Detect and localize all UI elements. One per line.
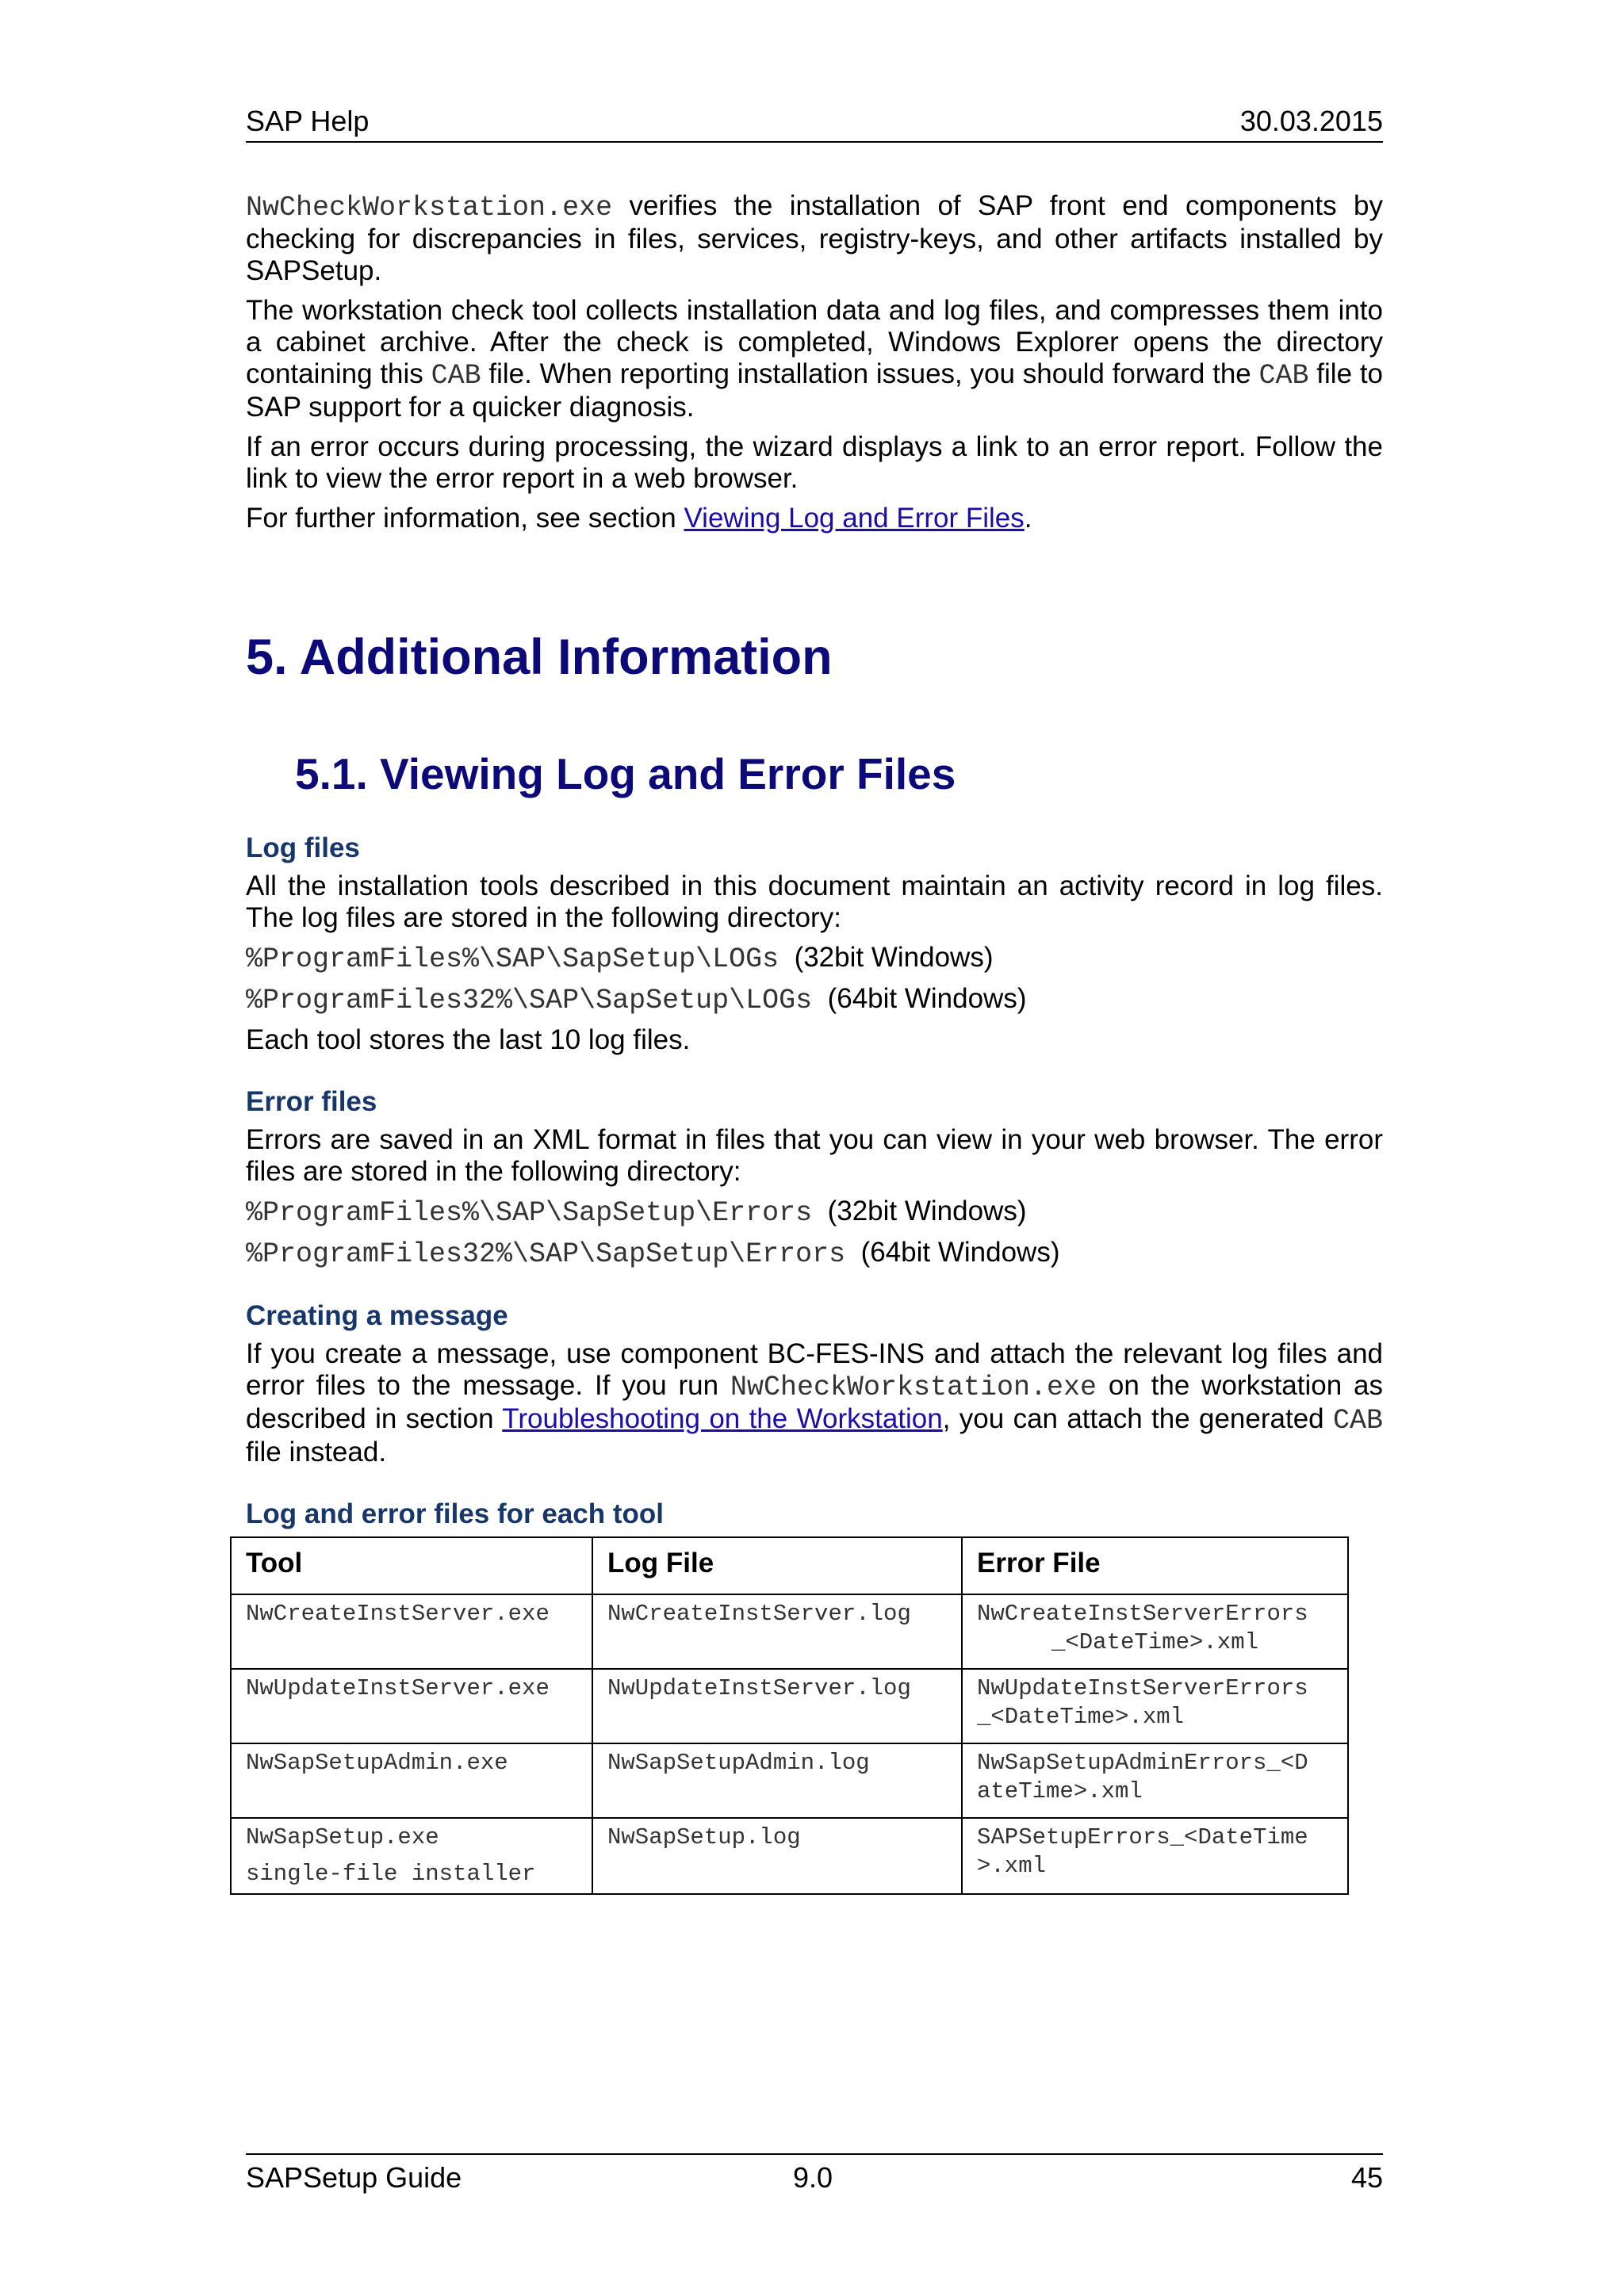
cell-error: [962, 1669, 1348, 1743]
link-troubleshooting[interactable]: Troubleshooting on the Workstation: [502, 1403, 943, 1434]
link-viewing-log-files[interactable]: Viewing Log and Error Files: [684, 503, 1025, 534]
cell-text: NwSapSetupAdmin.exe: [246, 1750, 508, 1776]
path-code: %ProgramFiles32%\SAP\SapSetup\Errors: [246, 1238, 846, 1270]
intro-paragraph-2: [246, 295, 1383, 423]
cell-text: NwUpdateInstServerErrors: [977, 1675, 1308, 1701]
intro-text: file. When reporting installation issues, you should forward the: [481, 358, 1259, 389]
cell-text: >.xml: [977, 1853, 1047, 1879]
log-path-64: [246, 983, 1383, 1016]
page-footer: [246, 2153, 1383, 2195]
cell-text: NwCreateInstServerErrors: [977, 1601, 1308, 1627]
footer-version: 9.0: [793, 2161, 833, 2194]
inline-code: NwCheckWorkstation.exe: [246, 192, 613, 224]
cell-tool: [231, 1818, 592, 1894]
table-row: [231, 1594, 1348, 1669]
path-code: %ProgramFiles32%\SAP\SapSetup\LOGs: [246, 985, 813, 1016]
error-files-text: Errors are saved in an XML format in files that you can view in your web browser. The error files are stored in the following directory:: [246, 1124, 1383, 1187]
cell-text: SAPSetupErrors_<DateTime: [977, 1824, 1308, 1850]
error-path-64: [246, 1237, 1383, 1270]
body-text: If you create a message, use component BC-FES-INS and attach the relevant log files and error files to the message. If you run: [246, 1338, 1383, 1401]
creating-message-heading: Creating a message: [246, 1300, 508, 1331]
path-note: (32bit Windows): [827, 1196, 1027, 1226]
column-header-error: Error File: [962, 1537, 1348, 1594]
body-text: file instead.: [246, 1437, 387, 1468]
cell-error: [962, 1594, 1348, 1669]
cell-text: NwSapSetup.exe: [246, 1824, 439, 1850]
body-text: on the workstation as described in section: [246, 1370, 1384, 1434]
inline-code: CAB: [1258, 360, 1309, 392]
body-text: , you can attach the generated: [942, 1403, 1333, 1434]
table-row: [231, 1743, 1348, 1818]
cell-text: NwSapSetupAdminErrors_<D: [977, 1750, 1308, 1776]
cell-log: [592, 1818, 962, 1894]
cell-text: _<DateTime>.xml: [977, 1704, 1185, 1730]
cell-tool: [231, 1743, 592, 1818]
path-note: (64bit Windows): [827, 983, 1027, 1014]
subsection-title: 5.1. Viewing Log and Error Files: [295, 749, 956, 798]
path-code: %ProgramFiles%\SAP\SapSetup\LOGs: [246, 943, 779, 975]
cell-text: NwUpdateInstServer.log: [607, 1675, 911, 1701]
log-files-text: All the installation tools described in this document maintain an activity record in log files. The log files are stored in the following directory:: [246, 871, 1383, 933]
inline-code: NwCheckWorkstation.exe: [730, 1372, 1097, 1403]
cell-tool: [231, 1669, 592, 1743]
log-error-table: [230, 1536, 1349, 1895]
cell-text: NwSapSetup.log: [607, 1824, 801, 1850]
log-files-heading: Log files: [246, 832, 360, 863]
creating-message-text: [246, 1338, 1383, 1468]
table-row: [231, 1818, 1348, 1894]
error-files-heading: Error files: [246, 1086, 377, 1117]
cell-log: [592, 1594, 962, 1669]
path-note: (64bit Windows): [860, 1237, 1060, 1268]
intro-paragraph-1: [246, 190, 1383, 287]
path-note: (32bit Windows): [794, 942, 994, 973]
intro-text: verifies the installation of SAP front end components by checking for discrepancies in files, services, registry-keys, and other artifacts installed by SAPSetup.: [246, 190, 1383, 286]
inline-code: CAB: [431, 360, 481, 392]
cell-text: NwSapSetupAdmin.log: [607, 1750, 870, 1776]
cell-tool: [231, 1594, 592, 1669]
table-heading: Log and error files for each tool: [246, 1498, 665, 1529]
intro-paragraph-4: [246, 503, 1383, 534]
log-path-32: [246, 942, 1383, 975]
path-code: %ProgramFiles%\SAP\SapSetup\Errors: [246, 1197, 813, 1229]
cell-text: single-file installer: [246, 1861, 536, 1887]
table-header-row: [231, 1537, 1348, 1594]
cell-log: [592, 1669, 962, 1743]
intro-text: file to SAP support for a quicker diagnosis.: [246, 358, 1384, 423]
page-content: [246, 190, 1383, 1895]
cell-error: [962, 1743, 1348, 1818]
column-header-log: Log File: [592, 1537, 962, 1594]
cell-text: ateTime>.xml: [977, 1778, 1143, 1804]
intro-text: .: [1024, 503, 1032, 534]
header-title: SAP Help: [246, 105, 370, 137]
log-files-note: Each tool stores the last 10 log files.: [246, 1024, 691, 1055]
error-path-32: [246, 1196, 1383, 1229]
page-header: [246, 101, 1383, 143]
cell-text: NwUpdateInstServer.exe: [246, 1675, 550, 1701]
table-row: [231, 1669, 1348, 1743]
intro-text: For further information, see section: [246, 503, 684, 534]
column-header-tool: Tool: [231, 1537, 592, 1594]
intro-paragraph-3: If an error occurs during processing, the wizard displays a link to an error report. Follow the link to view the error report in a web browser.: [246, 431, 1383, 494]
cell-text: NwCreateInstServer.exe: [246, 1601, 550, 1627]
cell-text: _<DateTime>.xml: [1051, 1629, 1259, 1655]
intro-text: The workstation check tool collects installation data and log files, and compresses them into a cabinet archive. After the check is completed, Windows Explorer opens the directory containing this: [246, 295, 1383, 389]
cell-text: NwCreateInstServer.log: [607, 1601, 911, 1627]
footer-page-number: 45: [1350, 2161, 1383, 2194]
cell-log: [592, 1743, 962, 1818]
footer-guide-title: SAPSetup Guide: [246, 2161, 462, 2194]
inline-code: CAB: [1332, 1405, 1383, 1437]
section-title: 5. Additional Information: [246, 629, 833, 685]
header-date: 30.03.2015: [1239, 105, 1383, 137]
cell-error: [962, 1818, 1348, 1894]
